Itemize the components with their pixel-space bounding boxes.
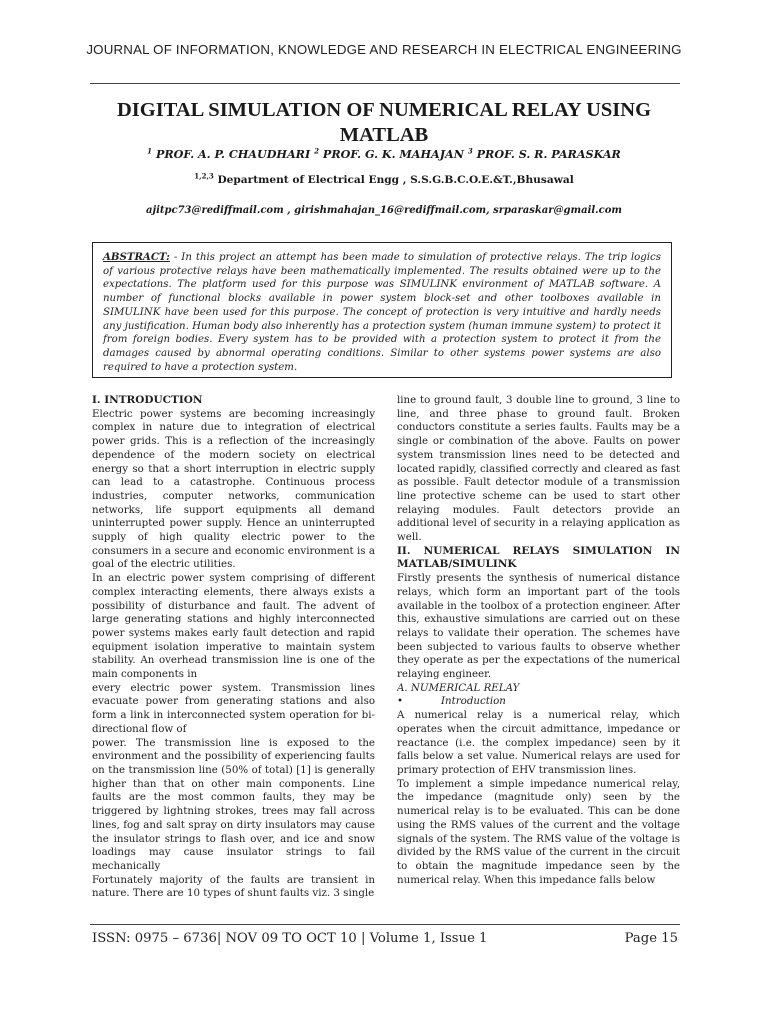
author-emails: ajitpc73@rediffmail.com , girishmahajan_16@rediffmail.com, srparaskar@gmail.com <box>145 205 622 216</box>
abstract-label: ABSTRACT: <box>103 251 170 263</box>
footer-divider <box>90 924 680 925</box>
author-3-name: PROF. S. R. PARASKAR <box>476 147 621 161</box>
section2-paragraph-1: Firstly presents the synthesis of numerical distance relays, which form an important part of the tools available in the toolbox of a protection engineer. After this, exhaustive simulations are carried out on these relays to validate their operation. The schemes have been subjected to various faults to observe whether they operate as per the expectations of the numerical relaying engineer. <box>397 572 680 681</box>
right-column <box>397 394 680 920</box>
abstract-text: - In this project an attempt has been made to simulation of protective relays. The trip logics of various protective relays have been mathematically implemented. The results obtained were up to the expectations. The platform used for this purpose was SIMULINK environment of MATLAB software. A number of functional blocks available in power system block-set and other toolboxes available in SIMULINK have been used for this purpose. The concept of protection is very intuitive and hardly needs any justification. Human body also inherently has a protection system (human immune system) to protect it from foreign bodies. Every system has to be provided with a protection system to protect it from the damages caused by abnormal operating conditions. Similar to other systems power systems are also required to have a protection system. <box>103 252 661 373</box>
abstract-box <box>92 242 672 378</box>
section-heading-numerical-relays: II. NUMERICAL RELAYS SIMULATION IN MATLAB/SIMULINK <box>397 544 680 571</box>
intro-paragraph-4: power. The transmission line is exposed to the environment and the possibility of experiencing faults on the transmission line (50% of total) [1] is generally higher than that on other main components. Line faults are the most common faults, they may be triggered by lightning strokes, trees may fall across lines, fog and salt spray on dirty insulators may cause the insulator strings to flash over, and ice and snow loadings may cause insulator strings to fail mechanically <box>92 736 375 872</box>
author-2-index: 2 <box>314 146 319 156</box>
paper-title: DIGITAL SIMULATION OF NUMERICAL RELAY USING MATLAB <box>116 99 652 146</box>
subsection-heading-numerical-relay: A. NUMERICAL RELAY <box>397 681 520 694</box>
journal-header: JOURNAL OF INFORMATION, KNOWLEDGE AND RESEARCH IN ELECTRICAL ENGINEERING <box>86 42 682 57</box>
intro-paragraph-1: Electric power systems are becoming increasingly complex in nature due to integration of electrical power grids. This is a reflection of the increasingly dependence of the modern society on electrical energy so that a short interruption in electric supply can lead to a catastrophe. Continuous process industries, computer networks, communication networks, life support equipments all demand uninterrupted power supply. Hence an uninterrupted supply of high quality electric power to the consumers in a secure and economic environment is a goal of the electric utilities. <box>92 407 375 571</box>
header-divider <box>90 83 680 84</box>
author-3-index: 3 <box>467 146 473 156</box>
author-1-name: PROF. A. P. CHAUDHARI <box>155 147 311 161</box>
affiliation-index: 1,2,3 <box>194 171 214 181</box>
author-1-index: 1 <box>147 146 153 156</box>
intro-continuation-paragraph: line to ground fault, 3 double line to ground, 3 line to line, and three phase to ground fault. Broken conductors constitute a series faults. Faults may be a single or combination of the above. Faults on power system transmission lines need to be detected and located rapidly, classified correctly and cleared as fast as possible. Fault detector module of a transmission line protective scheme can be used to start other relaying modules. Fault detectors provide an additional level of security in a relaying application as well. <box>397 394 680 544</box>
intro-paragraph-3: every electric power system. Transmission lines evacuate power from generating stations and also form a link in interconnected system operation for bi-directional flow of <box>92 681 375 735</box>
bullet-symbol: • <box>397 695 404 708</box>
page-number: Page 15 <box>624 931 678 946</box>
affiliation <box>84 171 684 186</box>
section-heading-introduction: I. INTRODUCTION <box>92 394 203 406</box>
bullet-introduction <box>397 695 680 709</box>
affiliation-text: Department of Electrical Engg , S.S.G.B.C.O.E.&T.,Bhusawal <box>217 174 574 186</box>
bullet-text: Introduction <box>441 695 506 708</box>
section2-paragraph-2: A numerical relay is a numerical relay, which operates when the circuit admittance, impedance or reactance (i.e. the complex impedance) seen by it falls below a set value. Numerical relays are used for primary protection of EHV transmission lines. <box>397 709 680 776</box>
footer-issn: ISSN: 0975 – 6736| NOV 09 TO OCT 10 | Volume 1, Issue 1 <box>92 931 488 946</box>
intro-paragraph-2: In an electric power system comprising of different complex interacting elements, there always exists a possibility of disturbance and fault. The advent of large generating stations and highly interconnected power systems makes early fault detection and rapid equipment isolation imperative to maintain system stability. An overhead transmission line is one of the main components in <box>92 572 375 681</box>
author-2-name: PROF. G. K. MAHAJAN <box>322 147 464 161</box>
author-list <box>84 147 684 161</box>
intro-paragraph-5: Fortunately majority of the faults are transient in nature. There are 10 types of shunt faults viz. 3 single <box>92 873 375 900</box>
section2-paragraph-3: To implement a simple impedance numerical relay, the impedance (magnitude only) seen by the numerical relay is to be evaluated. This can be done using the RMS values of the current and the voltage signals of the system. The RMS value of the voltage is divided by the RMS value of the current in the circuit to obtain the magnitude impedance seen by the numerical relay. When this impedance falls below <box>397 777 680 886</box>
left-column <box>92 394 375 920</box>
